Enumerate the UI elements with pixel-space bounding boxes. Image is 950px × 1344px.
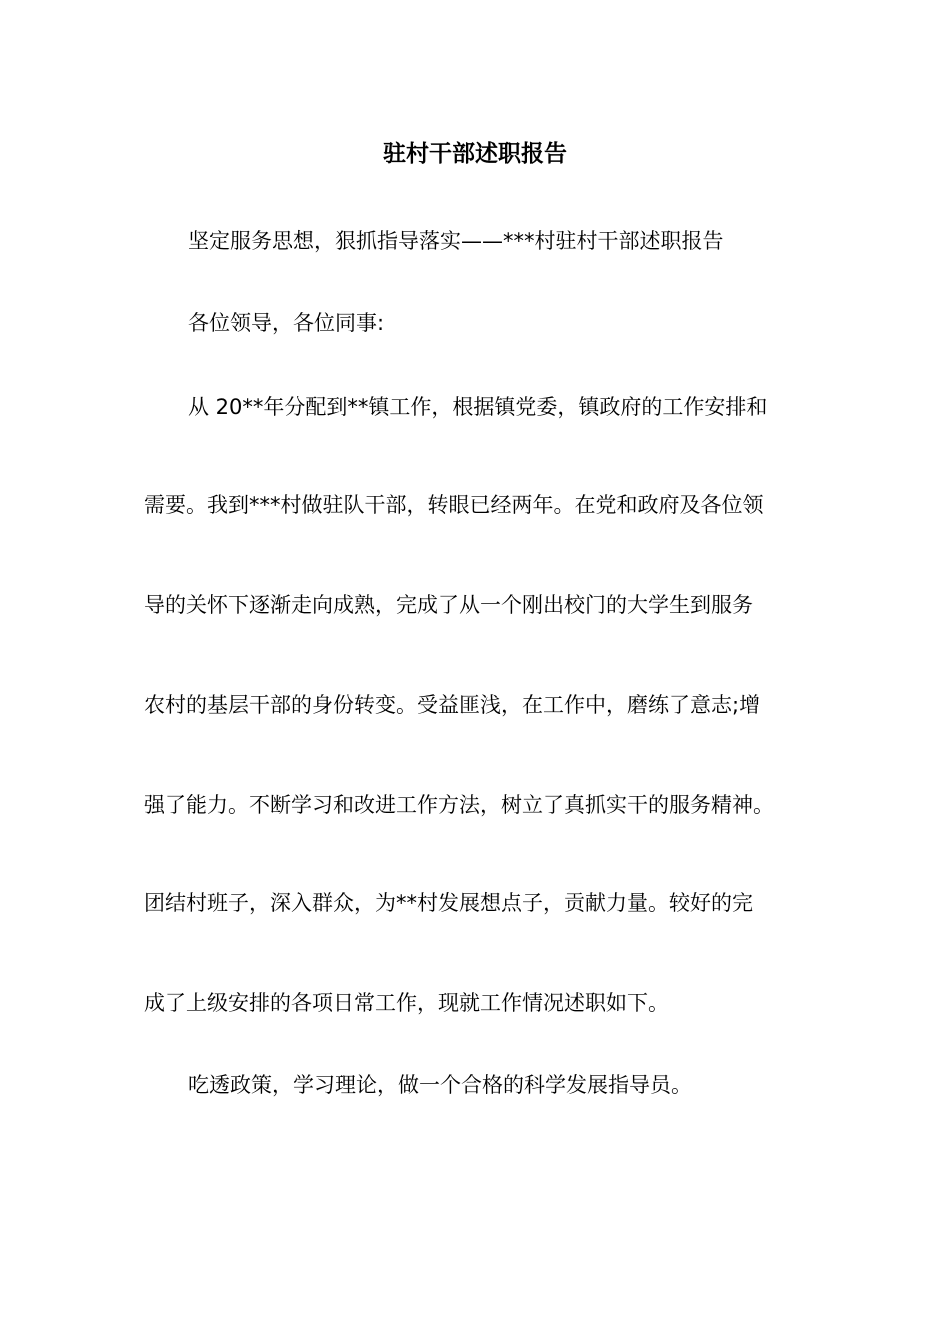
document-title: 驻村干部述职报告: [383, 141, 567, 167]
paragraph-line: 需要。我到***村做驻队干部，转眼已经两年。在党和政府及各位领: [144, 493, 764, 517]
salutation-line: 各位领导，各位同事:: [188, 311, 385, 335]
paragraph-line: 农村的基层干部的身份转变。受益匪浅，在工作中，磨练了意志;增: [144, 693, 761, 717]
paragraph-line: 强了能力。不断学习和改进工作方法，树立了真抓实干的服务精神。: [144, 793, 774, 817]
paragraph-line: 团结村班子，深入群众，为**村发展想点子，贡献力量。较好的完: [144, 891, 753, 915]
subtitle-line: 坚定服务思想，狠抓指导落实——***村驻村干部述职报告: [188, 229, 724, 253]
paragraph-line: 导的关怀下逐渐走向成熟，完成了从一个刚出校门的大学生到服务: [144, 593, 753, 617]
paragraph-line: 从 20**年分配到**镇工作，根据镇党委，镇政府的工作安排和: [188, 395, 768, 419]
paragraph-line: 成了上级安排的各项日常工作，现就工作情况述职如下。: [144, 991, 669, 1015]
section-heading-line: 吃透政策，学习理论，做一个合格的科学发展指导员。: [188, 1073, 692, 1097]
